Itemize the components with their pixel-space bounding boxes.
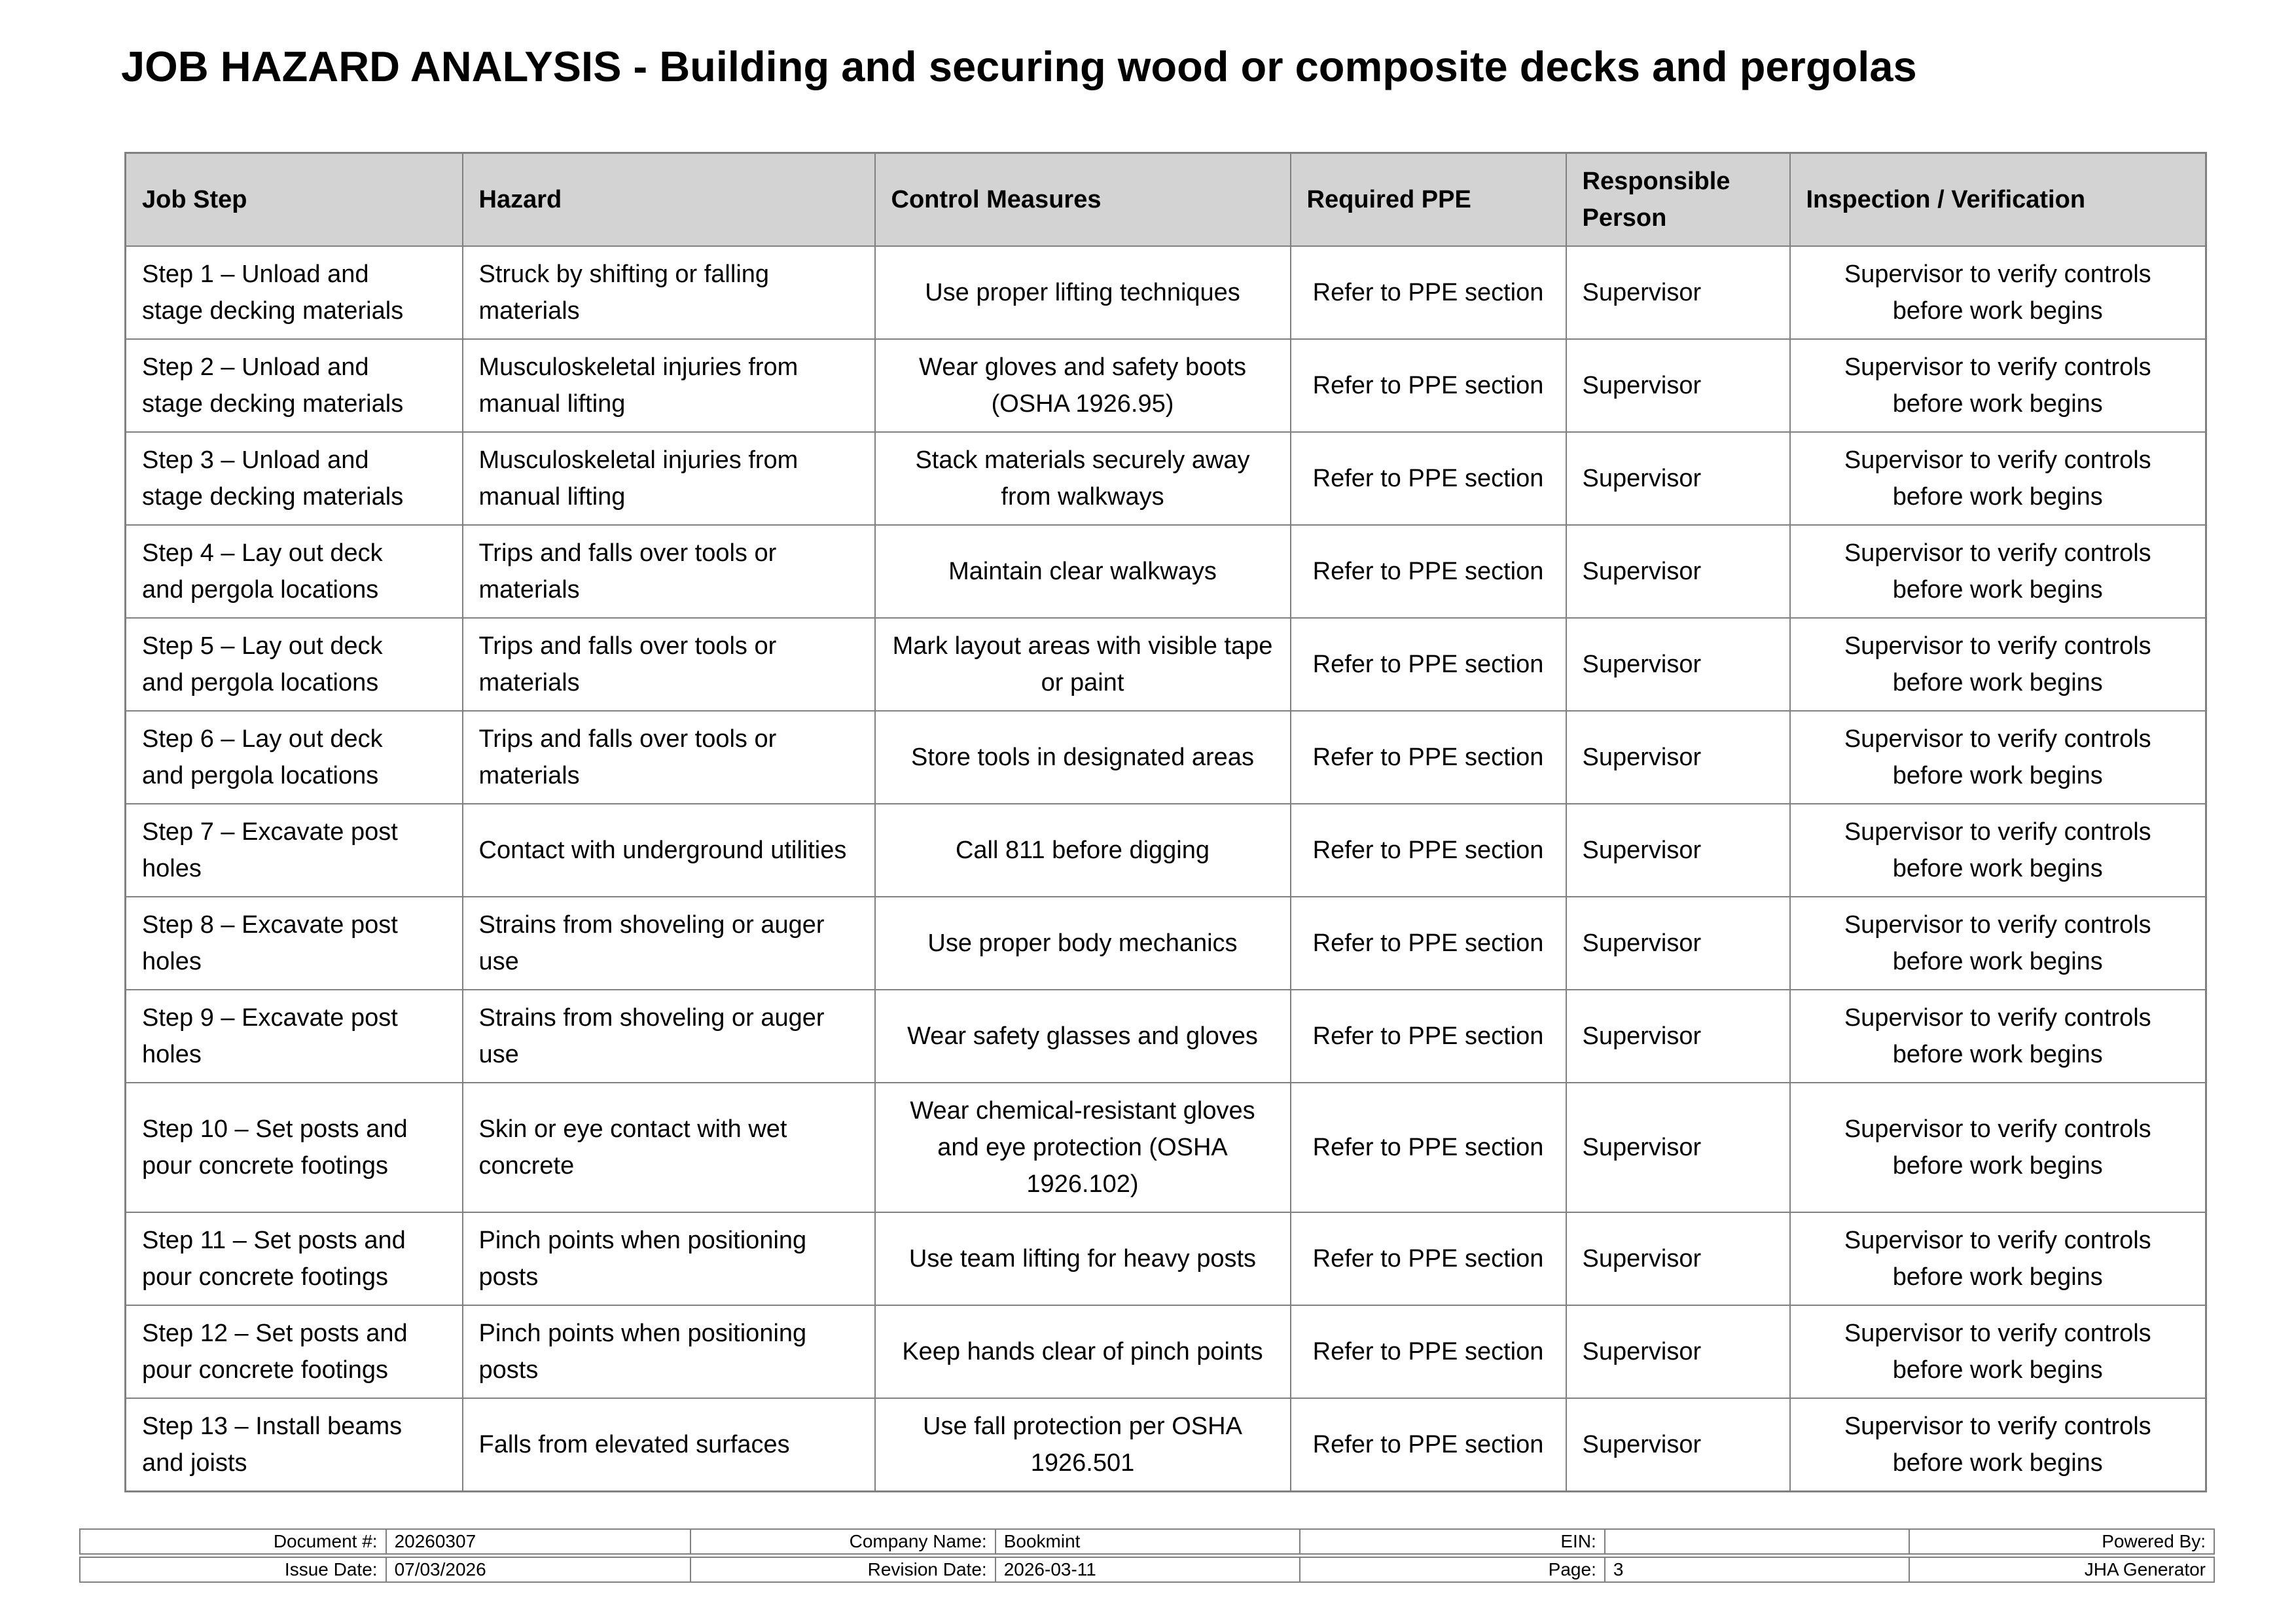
job-step-cell: Step 5 – Lay out deck and pergola locations xyxy=(126,618,463,711)
table-row xyxy=(126,711,2206,804)
hazard-cell: Trips and falls over tools or materials xyxy=(463,525,875,618)
responsible-person-cell: Supervisor xyxy=(1566,804,1790,897)
table-row xyxy=(126,618,2206,711)
hazard-cell: Musculoskeletal injuries from manual lifting xyxy=(463,339,875,432)
hazard-cell: Strains from shoveling or auger use xyxy=(463,990,875,1083)
table-row xyxy=(126,1212,2206,1305)
required-ppe-cell: Refer to PPE section xyxy=(1291,339,1566,432)
inspection-verification-cell: Supervisor to verify controls before work begins xyxy=(1790,804,2206,897)
page-title: JOB HAZARD ANALYSIS - Building and securing wood or composite decks and pergolas xyxy=(121,43,1917,90)
control-measures-cell: Wear gloves and safety boots (OSHA 1926.95) xyxy=(875,339,1291,432)
job-step-cell: Step 7 – Excavate post holes xyxy=(126,804,463,897)
required-ppe-cell: Refer to PPE section xyxy=(1291,1305,1566,1398)
jha-table xyxy=(124,152,2207,1492)
table-row xyxy=(126,804,2206,897)
job-step-cell: Step 8 – Excavate post holes xyxy=(126,897,463,990)
control-measures-cell: Use fall protection per OSHA 1926.501 xyxy=(875,1398,1291,1492)
job-step-cell: Step 3 – Unload and stage decking materials xyxy=(126,432,463,525)
revision-date-value: 2026-03-11 xyxy=(995,1558,1300,1581)
revision-date-label: Revision Date: xyxy=(690,1558,995,1581)
header-required-ppe: Required PPE xyxy=(1291,153,1566,247)
control-measures-cell: Wear chemical-resistant gloves and eye protection (OSHA 1926.102) xyxy=(875,1083,1291,1212)
header-job-step: Job Step xyxy=(126,153,463,247)
control-measures-cell: Use proper lifting techniques xyxy=(875,246,1291,339)
table-row xyxy=(126,339,2206,432)
table-header-row xyxy=(126,153,2206,247)
table-row xyxy=(126,432,2206,525)
jha-table-body xyxy=(126,246,2206,1492)
footer-table xyxy=(79,1528,2215,1583)
footer-row-1 xyxy=(79,1528,2215,1555)
hazard-cell: Trips and falls over tools or materials xyxy=(463,618,875,711)
footer-row-2 xyxy=(79,1557,2215,1583)
page-label: Page: xyxy=(1299,1558,1604,1581)
inspection-verification-cell: Supervisor to verify controls before work begins xyxy=(1790,1212,2206,1305)
inspection-verification-cell: Supervisor to verify controls before work begins xyxy=(1790,525,2206,618)
inspection-verification-cell: Supervisor to verify controls before work begins xyxy=(1790,1305,2206,1398)
page-value: 3 xyxy=(1604,1558,1909,1581)
document-number-label: Document #: xyxy=(273,1531,378,1551)
table-row xyxy=(126,990,2206,1083)
responsible-person-cell: Supervisor xyxy=(1566,897,1790,990)
inspection-verification-cell: Supervisor to verify controls before work begins xyxy=(1790,432,2206,525)
required-ppe-cell: Refer to PPE section xyxy=(1291,804,1566,897)
hazard-cell: Struck by shifting or falling materials xyxy=(463,246,875,339)
required-ppe-cell: Refer to PPE section xyxy=(1291,525,1566,618)
inspection-verification-cell: Supervisor to verify controls before work begins xyxy=(1790,246,2206,339)
responsible-person-cell: Supervisor xyxy=(1566,432,1790,525)
responsible-person-cell: Supervisor xyxy=(1566,1305,1790,1398)
job-step-cell: Step 11 – Set posts and pour concrete footings xyxy=(126,1212,463,1305)
table-row xyxy=(126,1083,2206,1212)
control-measures-cell: Store tools in designated areas xyxy=(875,711,1291,804)
job-step-cell: Step 4 – Lay out deck and pergola locations xyxy=(126,525,463,618)
company-name-label: Company Name: xyxy=(690,1530,995,1553)
header-control-measures: Control Measures xyxy=(875,153,1291,247)
hazard-cell: Contact with underground utilities xyxy=(463,804,875,897)
header-responsible-person: Responsible Person xyxy=(1566,153,1790,247)
job-step-cell: Step 12 – Set posts and pour concrete footings xyxy=(126,1305,463,1398)
responsible-person-cell: Supervisor xyxy=(1566,711,1790,804)
required-ppe-cell: Refer to PPE section xyxy=(1291,1398,1566,1492)
table-row xyxy=(126,246,2206,339)
inspection-verification-cell: Supervisor to verify controls before work begins xyxy=(1790,897,2206,990)
powered-by-label: Powered By: xyxy=(1909,1530,2214,1553)
responsible-person-cell: Supervisor xyxy=(1566,1398,1790,1492)
control-measures-cell: Use team lifting for heavy posts xyxy=(875,1212,1291,1305)
required-ppe-cell: Refer to PPE section xyxy=(1291,432,1566,525)
hazard-cell: Skin or eye contact with wet concrete xyxy=(463,1083,875,1212)
table-row xyxy=(126,525,2206,618)
issue-date-value: 07/03/2026 xyxy=(386,1558,691,1581)
required-ppe-cell: Refer to PPE section xyxy=(1291,897,1566,990)
job-step-cell: Step 9 – Excavate post holes xyxy=(126,990,463,1083)
ein-value xyxy=(1604,1530,1909,1553)
inspection-verification-cell: Supervisor to verify controls before work begins xyxy=(1790,990,2206,1083)
inspection-verification-cell: Supervisor to verify controls before work begins xyxy=(1790,1083,2206,1212)
table-row xyxy=(126,897,2206,990)
table-row xyxy=(126,1398,2206,1492)
job-step-cell: Step 10 – Set posts and pour concrete footings xyxy=(126,1083,463,1212)
hazard-cell: Musculoskeletal injuries from manual lifting xyxy=(463,432,875,525)
control-measures-cell: Mark layout areas with visible tape or paint xyxy=(875,618,1291,711)
hazard-cell: Falls from elevated surfaces xyxy=(463,1398,875,1492)
hazard-cell: Strains from shoveling or auger use xyxy=(463,897,875,990)
job-step-cell: Step 1 – Unload and stage decking materials xyxy=(126,246,463,339)
ein-label: EIN: xyxy=(1299,1530,1604,1553)
control-measures-cell: Call 811 before digging xyxy=(875,804,1291,897)
header-hazard: Hazard xyxy=(463,153,875,247)
job-step-cell: Step 2 – Unload and stage decking materials xyxy=(126,339,463,432)
inspection-verification-cell: Supervisor to verify controls before work begins xyxy=(1790,711,2206,804)
job-step-cell: Step 6 – Lay out deck and pergola locations xyxy=(126,711,463,804)
inspection-verification-cell: Supervisor to verify controls before work begins xyxy=(1790,1398,2206,1492)
responsible-person-cell: Supervisor xyxy=(1566,990,1790,1083)
company-name-value: Bookmint xyxy=(995,1530,1300,1553)
control-measures-cell: Use proper body mechanics xyxy=(875,897,1291,990)
hazard-cell: Trips and falls over tools or materials xyxy=(463,711,875,804)
required-ppe-cell: Refer to PPE section xyxy=(1291,1212,1566,1305)
job-step-cell: Step 13 – Install beams and joists xyxy=(126,1398,463,1492)
control-measures-cell: Keep hands clear of pinch points xyxy=(875,1305,1291,1398)
required-ppe-cell: Refer to PPE section xyxy=(1291,1083,1566,1212)
control-measures-cell: Stack materials securely away from walkways xyxy=(875,432,1291,525)
header-inspection-verification: Inspection / Verification xyxy=(1790,153,2206,247)
responsible-person-cell: Supervisor xyxy=(1566,1083,1790,1212)
responsible-person-cell: Supervisor xyxy=(1566,246,1790,339)
responsible-person-cell: Supervisor xyxy=(1566,1212,1790,1305)
responsible-person-cell: Supervisor xyxy=(1566,525,1790,618)
inspection-verification-cell: Supervisor to verify controls before work begins xyxy=(1790,339,2206,432)
required-ppe-cell: Refer to PPE section xyxy=(1291,618,1566,711)
responsible-person-cell: Supervisor xyxy=(1566,339,1790,432)
control-measures-cell: Wear safety glasses and gloves xyxy=(875,990,1291,1083)
responsible-person-cell: Supervisor xyxy=(1566,618,1790,711)
powered-by-value: JHA Generator xyxy=(1909,1558,2214,1581)
control-measures-cell: Maintain clear walkways xyxy=(875,525,1291,618)
hazard-cell: Pinch points when positioning posts xyxy=(463,1212,875,1305)
table-row xyxy=(126,1305,2206,1398)
issue-date-label: Issue Date: xyxy=(284,1559,378,1579)
hazard-cell: Pinch points when positioning posts xyxy=(463,1305,875,1398)
required-ppe-cell: Refer to PPE section xyxy=(1291,711,1566,804)
required-ppe-cell: Refer to PPE section xyxy=(1291,990,1566,1083)
document-number-value: 20260307 xyxy=(386,1530,691,1553)
required-ppe-cell: Refer to PPE section xyxy=(1291,246,1566,339)
inspection-verification-cell: Supervisor to verify controls before work begins xyxy=(1790,618,2206,711)
